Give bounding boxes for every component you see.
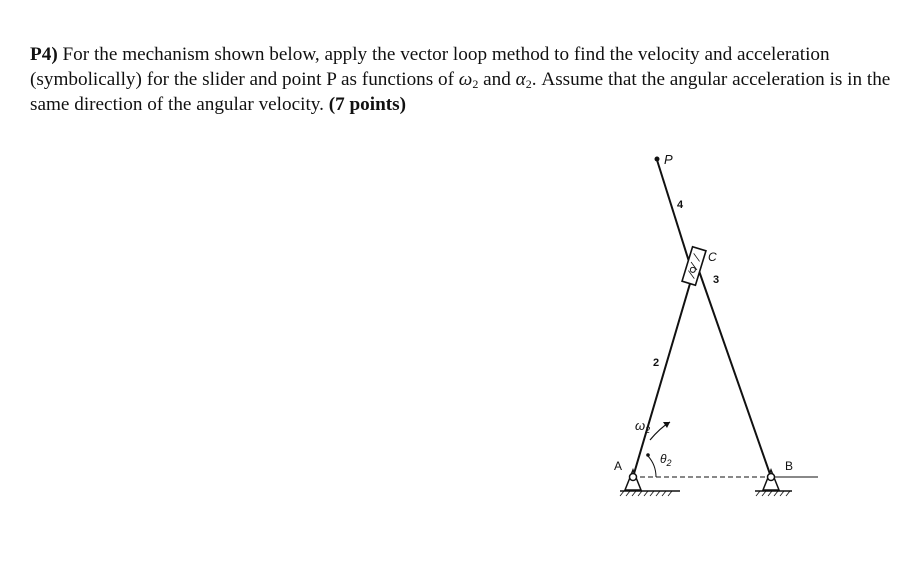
omega-symbol: ω — [458, 69, 473, 90]
label-link-3: 3 — [713, 274, 720, 286]
label-c: C — [708, 250, 717, 264]
problem-number: P4) — [30, 44, 58, 65]
link-2-crank — [633, 270, 694, 477]
label-a: A — [614, 459, 623, 473]
label-link-2: 2 — [653, 357, 660, 369]
omega-arrowhead — [663, 422, 670, 428]
link-bc — [698, 268, 771, 477]
problem-text-part-3: . Assume that the angular acceleration is in the same direction of the angular velocity. — [30, 69, 891, 115]
omega-subscript: 2 — [472, 77, 479, 91]
label-p: P — [664, 152, 673, 167]
label-theta: $\theta_2$ — [660, 452, 672, 468]
problem-text-part-2: and — [478, 69, 516, 90]
alpha-subscript: 2 — [525, 77, 532, 91]
problem-text-part-1: For the mechanism shown below, apply the vector loop method to find the velocity and acceleration (symbolically) for the slider and point P as functions of — [30, 44, 830, 90]
points-value: (7 points) — [328, 94, 407, 115]
theta-arc — [648, 456, 656, 477]
point-p-marker — [655, 157, 660, 162]
label-omega: $\omega_2$ — [635, 418, 651, 435]
pin-joint-a — [620, 470, 680, 496]
label-link-4: 4 — [677, 199, 684, 211]
link-4-rod — [657, 160, 691, 268]
theta-dot — [646, 453, 650, 457]
label-b: B — [785, 459, 794, 473]
pin-joint-b — [755, 470, 792, 496]
alpha-symbol: α — [515, 69, 526, 90]
